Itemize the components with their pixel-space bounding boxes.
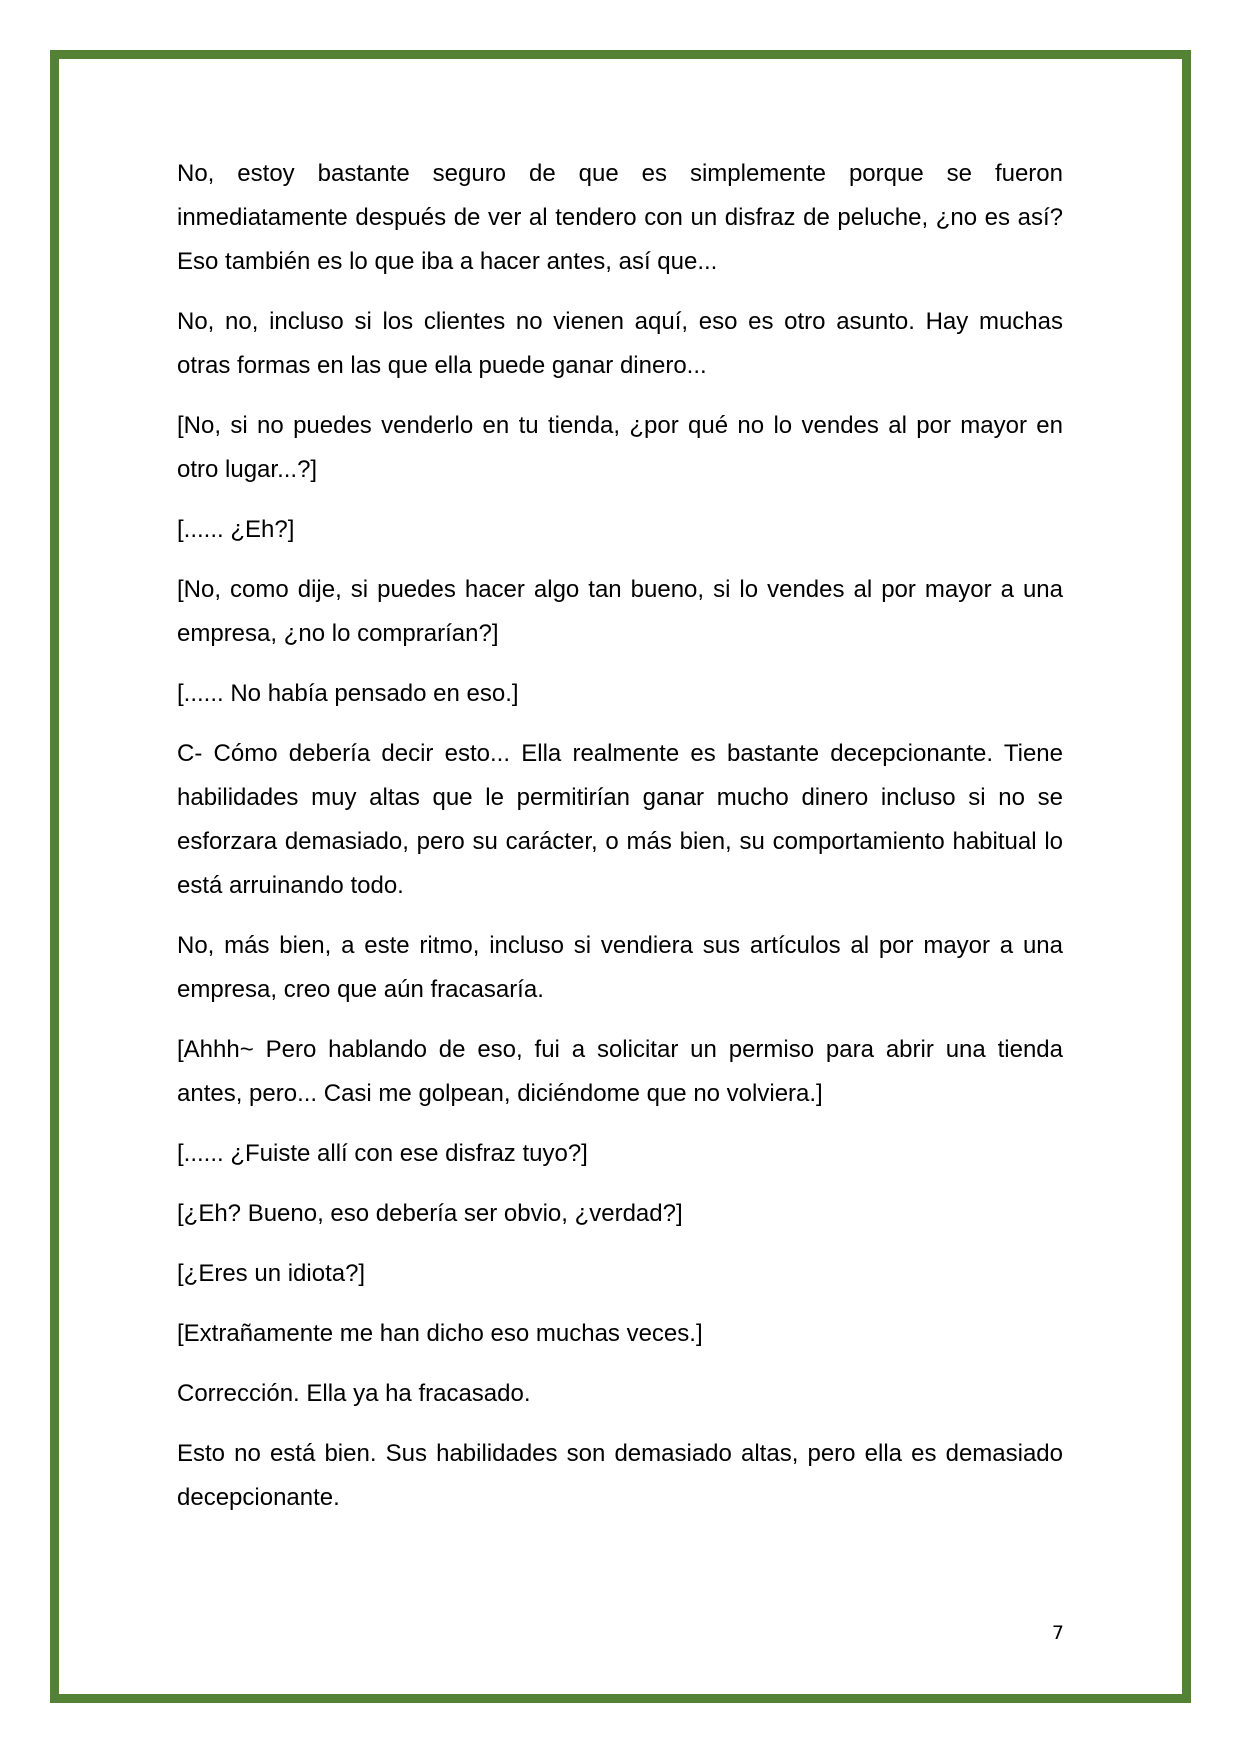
paragraph: Esto no está bien. Sus habilidades son demasiado altas, pero ella es demasiado decepcionante.: [177, 1440, 1063, 1511]
paragraph: Corrección. Ella ya ha fracasado.: [177, 1380, 531, 1407]
paragraph: [Extrañamente me han dicho eso muchas veces.]: [177, 1320, 703, 1347]
paragraph: No, estoy bastante seguro de que es simplemente porque se fueron inmediatamente después de ver al tendero con un disfraz de peluche, ¿no es así? Eso también es lo que iba a hacer antes, así que...: [177, 160, 1063, 275]
paragraph: [...... ¿Fuiste allí con ese disfraz tuyo?]: [177, 1140, 588, 1167]
paragraph: No, más bien, a este ritmo, incluso si vendiera sus artículos al por mayor a una empresa, creo que aún fracasaría.: [177, 932, 1063, 1003]
paragraph: [¿Eres un idiota?]: [177, 1260, 366, 1287]
paragraph: [Ahhh~ Pero hablando de eso, fui a solicitar un permiso para abrir una tienda antes, pero... Casi me golpean, diciéndome que no volviera.]: [177, 1036, 1063, 1107]
document-body: [177, 152, 1063, 1536]
paragraph: No, no, incluso si los clientes no vienen aquí, eso es otro asunto. Hay muchas otras formas en las que ella puede ganar dinero...: [177, 308, 1063, 379]
paragraph: [No, como dije, si puedes hacer algo tan bueno, si lo vendes al por mayor a una empresa, ¿no lo comprarían?]: [177, 576, 1063, 647]
paragraph: [...... ¿Eh?]: [177, 516, 295, 543]
paragraph: C- Cómo debería decir esto... Ella realmente es bastante decepcionante. Tiene habilidades muy altas que le permitirían ganar mucho dinero incluso si no se esforzara demasiado, pero su carácter, o más bien, su comportamiento habitual lo está arruinando todo.: [177, 740, 1063, 899]
paragraph: [¿Eh? Bueno, eso debería ser obvio, ¿verdad?]: [177, 1200, 683, 1227]
paragraph: [No, si no puedes venderlo en tu tienda, ¿por qué no lo vendes al por mayor en otro lugar...?]: [177, 412, 1063, 483]
page-number: 7: [1051, 1622, 1064, 1644]
paragraph: [...... No había pensado en eso.]: [177, 680, 519, 707]
